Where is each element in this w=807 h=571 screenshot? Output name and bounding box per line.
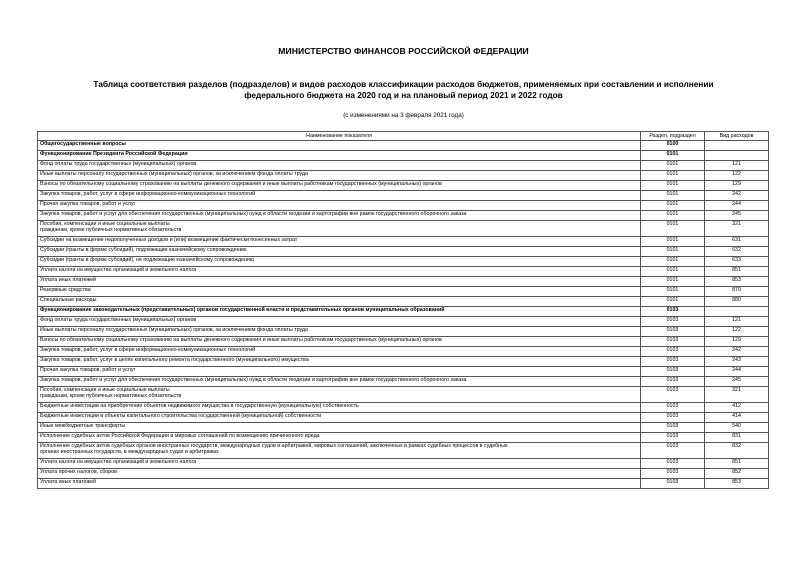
row-section-code: 0101: [641, 297, 705, 307]
row-section-code: 0101: [641, 257, 705, 267]
row-section-code: 0101: [641, 211, 705, 221]
table-row: [38, 171, 769, 181]
row-section-code: 0101: [641, 181, 705, 191]
table-row: [38, 347, 769, 357]
row-expense-code: 242: [705, 347, 769, 357]
row-expense-code: 242: [705, 191, 769, 201]
table-row: [38, 367, 769, 377]
row-name-cell: [38, 367, 641, 377]
row-name-cell: [38, 141, 641, 151]
table-row: [38, 277, 769, 287]
row-expense-code: 129: [705, 181, 769, 191]
row-expense-code: 122: [705, 327, 769, 337]
row-section-code: 0103: [641, 337, 705, 347]
row-name-continuation: органах иностранных государств, в международных судах и арбитражах: [40, 449, 219, 456]
table-row: [38, 479, 769, 489]
row-expense-code: 632: [705, 247, 769, 257]
row-expense-code: [705, 141, 769, 151]
row-expense-code: 880: [705, 297, 769, 307]
row-name-cell: [38, 277, 641, 287]
table-row: [38, 237, 769, 247]
row-section-code: 0101: [641, 221, 705, 237]
row-name: Закупка товаров, работ, услуг в целях капитального ремонта государственного (муниципального) имущества: [40, 357, 309, 363]
row-name-cell: [38, 347, 641, 357]
row-name: Взносы по обязательному социальному страхованию на выплаты денежного содержания и иные выплаты работникам государственных (муниципальных) органов: [40, 337, 442, 343]
row-name-cell: [38, 161, 641, 171]
row-section-code: 0103: [641, 357, 705, 367]
table-row: [38, 403, 769, 413]
row-section-code: 0101: [641, 191, 705, 201]
row-section-code: 0103: [641, 377, 705, 387]
row-section-code: 0103: [641, 469, 705, 479]
row-name-cell: [38, 443, 641, 459]
amendment-note: (с изменениями на 3 февраля 2021 года): [343, 112, 464, 119]
table-header-row: [38, 132, 769, 141]
row-expense-code: 851: [705, 459, 769, 469]
row-name-cell: [38, 211, 641, 221]
row-name-cell: [38, 469, 641, 479]
row-name-cell: [38, 287, 641, 297]
row-name: Пособия, компенсации и иные социальные выплаты: [40, 221, 170, 227]
row-section-code: 0100: [641, 141, 705, 151]
row-section-code: 0101: [641, 161, 705, 171]
row-name: Исполнение судебных актов Российской Федерации и мировых соглашений по возмещению причиненного вреда: [40, 433, 320, 439]
table-row: [38, 387, 769, 403]
row-section-code: 0101: [641, 201, 705, 211]
table-body: [38, 141, 769, 489]
table-row: [38, 247, 769, 257]
row-expense-code: 121: [705, 317, 769, 327]
row-section-code: 0101: [641, 171, 705, 181]
row-name-cell: [38, 267, 641, 277]
row-section-code: 0103: [641, 413, 705, 423]
row-name: Функционирование Президента Российской Федерации: [40, 151, 188, 157]
table-row: [38, 141, 769, 151]
row-name: Бюджетные инвестиции на приобретение объектов недвижимого имущества в государственную (муниципальную) собственность: [40, 403, 359, 409]
row-name: Бюджетные инвестиции в объекты капитального строительства государственной (муниципальной) собственности: [40, 413, 322, 419]
table-row: [38, 151, 769, 161]
row-name: Уплата налога на имущество организаций и земельного налога: [40, 267, 197, 273]
table-row: [38, 257, 769, 267]
row-name: Функционирование законодательных (представительных) органов государственной власти и представительных органов муниципальных образований: [40, 307, 445, 313]
row-name-cell: [38, 307, 641, 317]
column-header-name: Наименование показателя: [38, 132, 641, 141]
row-name: Субсидии (гранты в форме субсидий), подлежащие казначейскому сопровождению: [40, 247, 247, 253]
row-name: Уплата иных платежей: [40, 277, 96, 283]
row-name: Резервные средства: [40, 287, 91, 293]
row-name-cell: [38, 377, 641, 387]
row-name: Иные выплаты персоналу государственных (муниципальных) органов, за исключением фонда оплаты труда: [40, 171, 308, 177]
row-name-cell: [38, 337, 641, 347]
row-expense-code: 851: [705, 267, 769, 277]
table-row: [38, 443, 769, 459]
row-section-code: 0103: [641, 327, 705, 337]
column-header-expense: Вид расходов: [705, 132, 769, 141]
row-name: Фонд оплаты труда государственных (муниципальных) органов: [40, 161, 197, 167]
table-row: [38, 181, 769, 191]
row-expense-code: 870: [705, 287, 769, 297]
row-name: Специальные расходы: [40, 297, 97, 303]
row-section-code: 0101: [641, 151, 705, 161]
row-name: Субсидии на возмещение недополученных доходов и (или) возмещение фактически понесенных затрат: [40, 237, 298, 243]
row-expense-code: [705, 151, 769, 161]
table-row: [38, 201, 769, 211]
document-title: [40, 79, 767, 101]
row-name-cell: [38, 201, 641, 211]
row-name: Прочая закупка товаров, работ и услуг: [40, 367, 136, 373]
row-expense-code: 831: [705, 433, 769, 443]
row-name-cell: [38, 171, 641, 181]
row-name-cell: [38, 151, 641, 161]
row-section-code: 0103: [641, 443, 705, 459]
row-name: Иные межбюджетные трансферты: [40, 423, 126, 429]
row-expense-code: 633: [705, 257, 769, 267]
row-name: Прочая закупка товаров, работ и услуг: [40, 201, 136, 207]
row-name-cell: [38, 317, 641, 327]
row-expense-code: 245: [705, 377, 769, 387]
row-expense-code: 129: [705, 337, 769, 347]
row-name-cell: [38, 433, 641, 443]
table-row: [38, 423, 769, 433]
row-name-cell: [38, 423, 641, 433]
row-name-cell: [38, 387, 641, 403]
row-section-code: 0103: [641, 367, 705, 377]
row-name: Закупка товаров, работ и услуг для обеспечения государственных (муниципальных) нужд в области геодезии и картографии вне рамок государственного оборонного заказа: [40, 377, 467, 383]
ministry-heading: МИНИСТЕРСТВО ФИНАНСОВ РОССИЙСКОЙ ФЕДЕРАЦИИ: [278, 46, 529, 56]
row-name: Общегосударственные вопросы: [40, 141, 126, 147]
row-expense-code: 245: [705, 211, 769, 221]
table-row: [38, 433, 769, 443]
row-name: Иные выплаты персоналу государственных (муниципальных) органов, за исключением фонда оплаты труда: [40, 327, 308, 333]
row-name: Закупка товаров, работ, услуг в сфере информационно-коммуникационных технологий: [40, 191, 256, 197]
row-expense-code: 540: [705, 423, 769, 433]
row-expense-code: 122: [705, 171, 769, 181]
row-expense-code: 244: [705, 367, 769, 377]
row-name-cell: [38, 191, 641, 201]
table-row: [38, 327, 769, 337]
row-name-cell: [38, 181, 641, 191]
column-header-section: Раздел, подраздел: [641, 132, 705, 141]
row-name: Исполнение судебных актов судебных органов иностранных государств, международных судов и арбитражей, мировых соглашений, заключенных в рамках судебных процессов в судебных: [40, 443, 508, 449]
table-row: [38, 357, 769, 367]
document-title-line-1: Таблица соответствия разделов (подразделов) и видов расходов классификации расходов бюджетов, применяемых при составлении и исполнении: [93, 79, 714, 89]
row-name-continuation: гражданам, кроме публичных нормативных обязательств: [40, 227, 182, 234]
row-name-cell: [38, 357, 641, 367]
row-section-code: 0101: [641, 277, 705, 287]
row-expense-code: 321: [705, 387, 769, 403]
row-name-cell: [38, 403, 641, 413]
row-name: Уплата иных платежей: [40, 479, 96, 485]
table-row: [38, 377, 769, 387]
table-row: [38, 413, 769, 423]
table-row: [38, 459, 769, 469]
row-section-code: 0103: [641, 423, 705, 433]
row-expense-code: 412: [705, 403, 769, 413]
table-row: [38, 287, 769, 297]
row-name-cell: [38, 459, 641, 469]
row-section-code: 0103: [641, 403, 705, 413]
row-section-code: 0103: [641, 317, 705, 327]
document-title-line-2: федерального бюджета на 2020 год и на плановый период 2021 и 2022 годов: [244, 90, 563, 100]
row-name: Закупка товаров, работ и услуг для обеспечения государственных (муниципальных) нужд в области геодезии и картографии вне рамок государственного оборонного заказа: [40, 211, 467, 217]
row-expense-code: 414: [705, 413, 769, 423]
row-expense-code: 243: [705, 357, 769, 367]
row-section-code: 0101: [641, 247, 705, 257]
table-row: [38, 211, 769, 221]
row-expense-code: 121: [705, 161, 769, 171]
row-section-code: 0103: [641, 307, 705, 317]
row-expense-code: 853: [705, 479, 769, 489]
row-name: Закупка товаров, работ, услуг в сфере информационно-коммуникационных технологий: [40, 347, 256, 353]
row-expense-code: 244: [705, 201, 769, 211]
table-row: [38, 337, 769, 347]
row-section-code: 0101: [641, 267, 705, 277]
table-row: [38, 221, 769, 237]
row-expense-code: [705, 307, 769, 317]
table-row: [38, 469, 769, 479]
row-name-cell: [38, 479, 641, 489]
table-row: [38, 317, 769, 327]
row-name: Фонд оплаты труда государственных (муниципальных) органов: [40, 317, 197, 323]
row-expense-code: 321: [705, 221, 769, 237]
row-name-cell: [38, 327, 641, 337]
row-name: Уплата налога на имущество организаций и земельного налога: [40, 459, 197, 465]
row-expense-code: 832: [705, 443, 769, 459]
table-row: [38, 267, 769, 277]
table-row: [38, 297, 769, 307]
table-row: [38, 191, 769, 201]
row-section-code: 0103: [641, 459, 705, 469]
row-name-cell: [38, 297, 641, 307]
correspondence-table: [37, 131, 769, 489]
row-expense-code: 852: [705, 469, 769, 479]
row-name-continuation: гражданам, кроме публичных нормативных обязательств: [40, 393, 182, 400]
row-name-cell: [38, 221, 641, 237]
table-row: [38, 161, 769, 171]
row-expense-code: 853: [705, 277, 769, 287]
table-row: [38, 307, 769, 317]
row-section-code: 0103: [641, 347, 705, 357]
row-section-code: 0103: [641, 387, 705, 403]
row-expense-code: 631: [705, 237, 769, 247]
row-name-cell: [38, 247, 641, 257]
row-name: Уплата прочих налогов, сборов: [40, 469, 118, 475]
row-name: Пособия, компенсации и иные социальные выплаты: [40, 387, 170, 393]
row-section-code: 0103: [641, 433, 705, 443]
row-section-code: 0101: [641, 237, 705, 247]
row-name: Субсидии (гранты в форме субсидий), не подлежащие казначейскому сопровождению: [40, 257, 254, 263]
row-name-cell: [38, 257, 641, 267]
row-section-code: 0103: [641, 479, 705, 489]
row-section-code: 0101: [641, 287, 705, 297]
row-name-cell: [38, 237, 641, 247]
row-name-cell: [38, 413, 641, 423]
row-name: Взносы по обязательному социальному страхованию на выплаты денежного содержания и иные выплаты работникам государственных (муниципальных) органов: [40, 181, 442, 187]
